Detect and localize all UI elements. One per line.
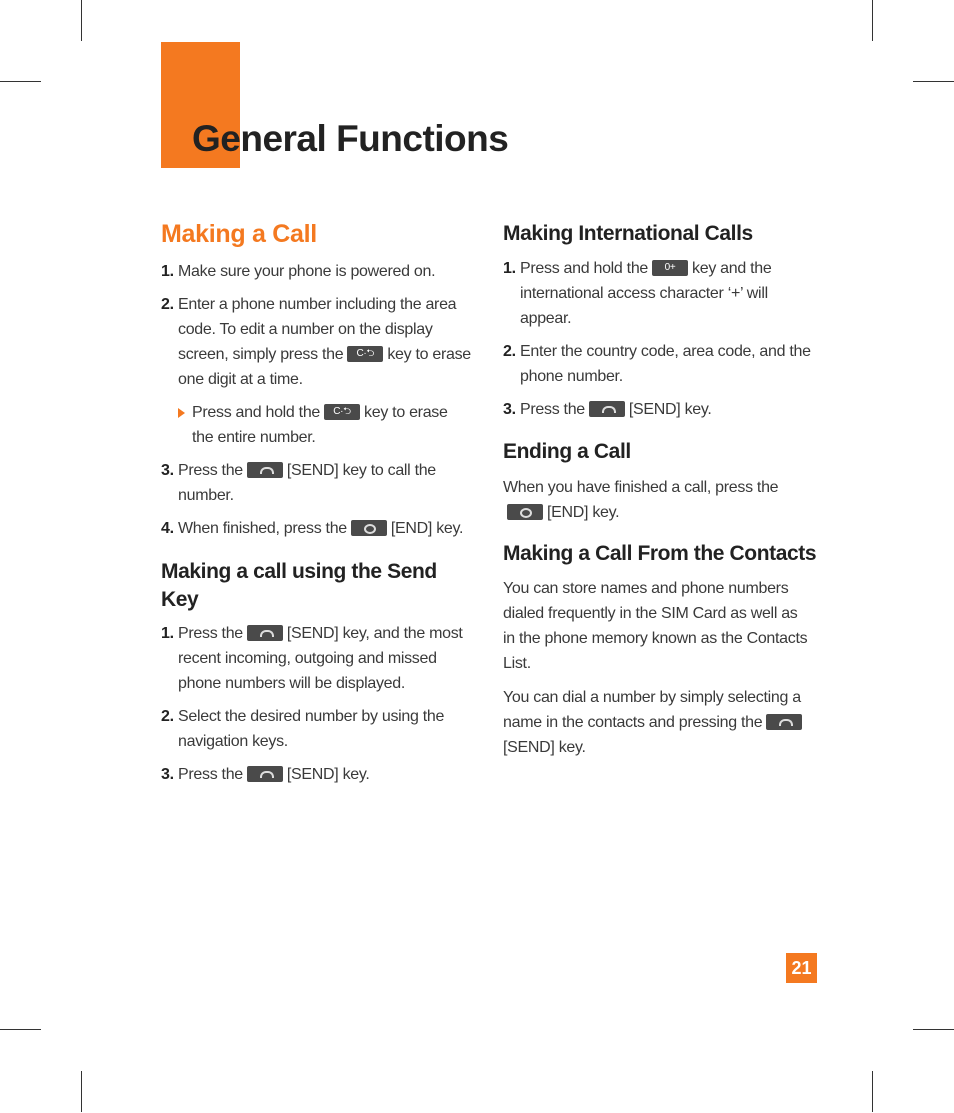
send-key-icon bbox=[247, 462, 283, 478]
list-item: 2. Enter the country code, area code, and the phone number. bbox=[503, 343, 811, 385]
page-number: 21 bbox=[786, 953, 817, 983]
crop-mark bbox=[0, 81, 41, 82]
list-item: 3. Press the [SEND] key. bbox=[503, 401, 712, 418]
end-key-icon bbox=[351, 520, 387, 536]
list-item: 4. When finished, press the [END] key. bbox=[161, 520, 464, 537]
clear-key-icon: C·⮌ bbox=[324, 404, 360, 420]
clear-key-icon: C·⮌ bbox=[347, 346, 383, 362]
section-heading-ending: Ending a Call bbox=[503, 440, 631, 463]
send-key-icon bbox=[589, 401, 625, 417]
list-item: 2. Enter a phone number including the area code. To edit a number on the display screen, simply press the C·⮌ key to erase one digit at a time. bbox=[161, 296, 471, 388]
list-item: 3. Press the [SEND] key. bbox=[161, 766, 370, 783]
crop-mark bbox=[0, 1029, 41, 1030]
crop-mark bbox=[81, 1071, 82, 1112]
page-title: General Functions bbox=[192, 118, 509, 159]
ending-paragraph: When you have finished a call, press the[END] key. bbox=[503, 479, 779, 521]
list-item: 2. Select the desired number by using the navigation keys. bbox=[161, 708, 445, 750]
section-heading-making-call: Making a Call bbox=[161, 220, 317, 248]
send-key-icon bbox=[247, 766, 283, 782]
bullet-arrow-icon bbox=[178, 408, 185, 418]
end-key-icon bbox=[507, 504, 543, 520]
section-heading-contacts: Making a Call From the Contacts bbox=[503, 542, 817, 565]
crop-mark bbox=[913, 1029, 954, 1030]
send-key-steps bbox=[161, 621, 471, 795]
section-heading-send-key: Making a call using the Send Key bbox=[161, 560, 437, 611]
contacts-dial-paragraph: You can dial a number by simply selecting a name in the contacts and pressing the[SEND] key. bbox=[503, 689, 801, 756]
list-item: Press and hold the C·⮌ key to erase the entire number. bbox=[161, 400, 471, 450]
section-heading-international: Making International Calls bbox=[503, 222, 753, 245]
crop-mark bbox=[872, 0, 873, 41]
list-item: 1. Press the [SEND] key, and the most recent incoming, outgoing and missed phone numbers will be displayed. bbox=[161, 625, 463, 692]
list-item: 1. Make sure your phone is powered on. bbox=[161, 263, 436, 280]
making-call-steps bbox=[161, 259, 471, 549]
international-steps bbox=[503, 256, 813, 430]
list-item: 3. Press the [SEND] key to call the number. bbox=[161, 462, 436, 504]
crop-mark bbox=[81, 0, 82, 41]
list-item: 1. Press and hold the 0+ key and the international access character ‘+’ will appear. bbox=[503, 260, 772, 327]
crop-mark bbox=[872, 1071, 873, 1112]
crop-mark bbox=[913, 81, 954, 82]
contacts-paragraph: You can store names and phone numbers dialed frequently in the SIM Card as well as in the phone memory known as the Contacts List. bbox=[503, 580, 808, 672]
send-key-icon bbox=[247, 625, 283, 641]
zero-plus-key-icon: 0+ bbox=[652, 260, 688, 276]
send-key-icon bbox=[766, 714, 802, 730]
